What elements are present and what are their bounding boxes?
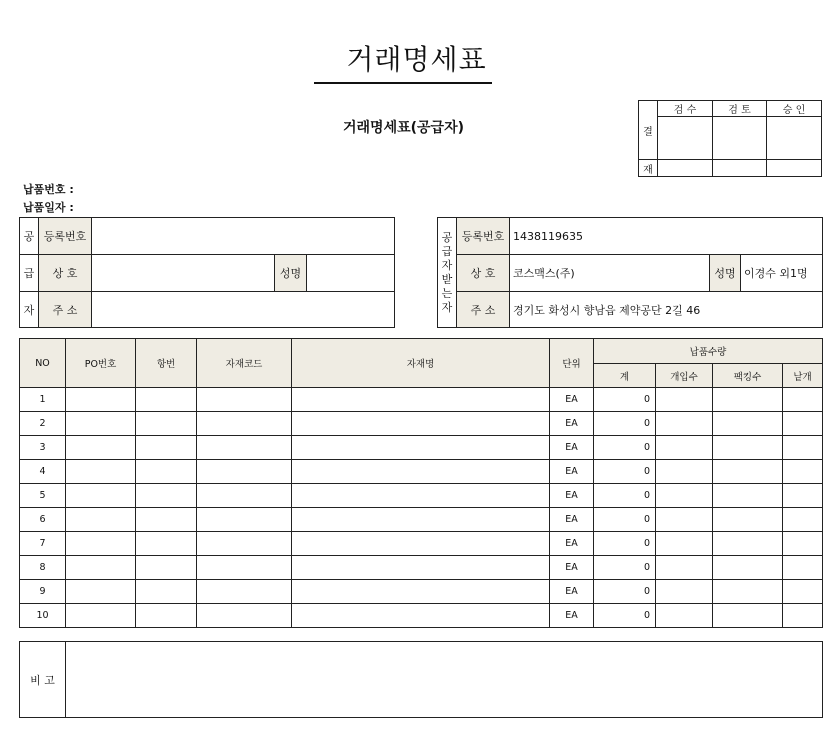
cell-line[interactable] [136,388,197,412]
remarks-field[interactable] [66,642,823,718]
cell-loose[interactable] [783,556,823,580]
cell-total: 0 [594,508,656,532]
cell-total: 0 [594,484,656,508]
cell-no: 2 [20,412,66,436]
cell-unit: EA [550,388,594,412]
cell-unit: EA [550,508,594,532]
cell-code[interactable] [197,436,292,460]
approval-sign-approve[interactable] [767,117,822,160]
cell-code[interactable] [197,508,292,532]
cell-packs[interactable] [713,412,783,436]
receiver-address[interactable]: 경기도 화성시 향남읍 제약공단 2길 46 [510,292,823,328]
cell-loose[interactable] [783,460,823,484]
table-row [20,484,823,508]
cell-code[interactable] [197,556,292,580]
document-title: 거래명세표 [346,43,487,76]
cell-per-pack[interactable] [656,556,713,580]
supplier-company[interactable] [92,255,275,292]
col-header-po: PO번호 [66,339,136,388]
col-header-name: 자재명 [292,339,550,388]
col-header-qty-group: 납품수량 [594,339,823,364]
cell-total: 0 [594,604,656,628]
cell-po[interactable] [66,412,136,436]
cell-packs[interactable] [713,436,783,460]
receiver-info-table [437,217,823,328]
supplier-reg-label: 등록번호 [39,218,92,255]
cell-code[interactable] [197,388,292,412]
cell-no: 1 [20,388,66,412]
cell-total: 0 [594,388,656,412]
col-header-packs: 팩킹수 [713,364,783,388]
table-row [20,436,823,460]
cell-no: 8 [20,556,66,580]
cell-line[interactable] [136,556,197,580]
cell-total: 0 [594,532,656,556]
supplier-side-3: 자 [20,292,39,328]
cell-no: 3 [20,436,66,460]
cell-packs[interactable] [713,532,783,556]
cell-per-pack[interactable] [656,412,713,436]
cell-unit: EA [550,436,594,460]
cell-po[interactable] [66,460,136,484]
cell-po[interactable] [66,604,136,628]
cell-per-pack[interactable] [656,484,713,508]
title-underline [314,82,492,84]
cell-loose[interactable] [783,484,823,508]
approval-col-inspect: 검 수 [658,101,713,117]
receiver-name-label: 성명 [710,255,741,292]
cell-loose[interactable] [783,388,823,412]
cell-unit: EA [550,532,594,556]
col-header-line: 항번 [136,339,197,388]
cell-name[interactable] [292,436,550,460]
cell-po[interactable] [66,436,136,460]
cell-code[interactable] [197,412,292,436]
cell-packs[interactable] [713,484,783,508]
approval-box [638,100,822,177]
cell-unit: EA [550,412,594,436]
cell-loose[interactable] [783,412,823,436]
cell-total: 0 [594,436,656,460]
receiver-name[interactable]: 이경수 외1명 [741,255,823,292]
cell-per-pack[interactable] [656,436,713,460]
cell-total: 0 [594,580,656,604]
items-table [19,338,823,628]
cell-no: 7 [20,532,66,556]
supplier-address[interactable] [92,292,395,328]
supplier-company-label: 상 호 [39,255,92,292]
col-header-no: NO [20,339,66,388]
approval-side-top: 결 [639,101,658,160]
cell-per-pack[interactable] [656,604,713,628]
receiver-company-label: 상 호 [457,255,510,292]
cell-name[interactable] [292,604,550,628]
cell-packs[interactable] [713,604,783,628]
cell-unit: EA [550,484,594,508]
supplier-name[interactable] [307,255,395,292]
cell-loose[interactable] [783,532,823,556]
cell-line[interactable] [136,604,197,628]
cell-line[interactable] [136,412,197,436]
supplier-address-label: 주 소 [39,292,92,328]
table-row [20,508,823,532]
cell-unit: EA [550,580,594,604]
cell-po[interactable] [66,556,136,580]
col-header-code: 자재코드 [197,339,292,388]
cell-per-pack[interactable] [656,532,713,556]
table-row [20,532,823,556]
cell-name[interactable] [292,556,550,580]
table-row [20,388,823,412]
cell-po[interactable] [66,532,136,556]
table-row [20,460,823,484]
approval-date-review[interactable] [713,160,767,177]
cell-code[interactable] [197,532,292,556]
cell-total: 0 [594,412,656,436]
cell-unit: EA [550,604,594,628]
approval-date-approve[interactable] [767,160,822,177]
cell-line[interactable] [136,436,197,460]
cell-loose[interactable] [783,604,823,628]
cell-packs[interactable] [713,580,783,604]
col-header-unit: 단위 [550,339,594,388]
cell-code[interactable] [197,604,292,628]
cell-packs[interactable] [713,388,783,412]
cell-po[interactable] [66,580,136,604]
receiver-side-label: 공급자받는자 [438,218,457,328]
col-header-per-pack: 개입수 [656,364,713,388]
cell-line[interactable] [136,532,197,556]
col-header-loose: 낱개 [783,364,823,388]
cell-unit: EA [550,556,594,580]
remarks-label: 비 고 [20,642,66,718]
cell-packs[interactable] [713,556,783,580]
cell-no: 10 [20,604,66,628]
cell-no: 5 [20,484,66,508]
cell-code[interactable] [197,484,292,508]
cell-line[interactable] [136,508,197,532]
cell-name[interactable] [292,580,550,604]
cell-no: 9 [20,580,66,604]
approval-sign-review[interactable] [713,117,767,160]
supplier-info-table [19,217,395,328]
approval-sign-inspect[interactable] [658,117,713,160]
cell-line[interactable] [136,484,197,508]
document-subtitle: 거래명세표(공급자) [343,120,464,136]
supplier-side-2: 급 [20,255,39,292]
cell-packs[interactable] [713,460,783,484]
supplier-reg-no[interactable] [92,218,395,255]
table-row [20,604,823,628]
approval-col-review: 검 토 [713,101,767,117]
cell-name[interactable] [292,412,550,436]
cell-per-pack[interactable] [656,460,713,484]
approval-date-inspect[interactable] [658,160,713,177]
cell-code[interactable] [197,460,292,484]
cell-total: 0 [594,556,656,580]
table-row [20,556,823,580]
cell-po[interactable] [66,388,136,412]
cell-per-pack[interactable] [656,508,713,532]
cell-name[interactable] [292,388,550,412]
cell-code[interactable] [197,580,292,604]
cell-loose[interactable] [783,436,823,460]
approval-side-bottom: 재 [639,160,658,177]
remarks-table [19,641,823,718]
receiver-reg-label: 등록번호 [457,218,510,255]
receiver-reg-no[interactable]: 1438119635 [510,218,823,255]
cell-per-pack[interactable] [656,388,713,412]
cell-no: 6 [20,508,66,532]
cell-name[interactable] [292,460,550,484]
cell-name[interactable] [292,532,550,556]
cell-line[interactable] [136,580,197,604]
approval-col-approve: 승 인 [767,101,822,117]
cell-name[interactable] [292,508,550,532]
table-row [20,412,823,436]
cell-po[interactable] [66,484,136,508]
supplier-name-label: 성명 [275,255,307,292]
cell-per-pack[interactable] [656,580,713,604]
col-header-total: 계 [594,364,656,388]
delivery-number-label: 납품번호 : [23,183,74,196]
cell-packs[interactable] [713,508,783,532]
cell-line[interactable] [136,460,197,484]
cell-total: 0 [594,460,656,484]
cell-po[interactable] [66,508,136,532]
table-row [20,580,823,604]
cell-no: 4 [20,460,66,484]
delivery-date-label: 납품일자 : [23,201,74,214]
supplier-side-1: 공 [20,218,39,255]
cell-name[interactable] [292,484,550,508]
receiver-company[interactable]: 코스맥스(주) [510,255,710,292]
cell-loose[interactable] [783,508,823,532]
cell-unit: EA [550,460,594,484]
cell-loose[interactable] [783,580,823,604]
receiver-address-label: 주 소 [457,292,510,328]
